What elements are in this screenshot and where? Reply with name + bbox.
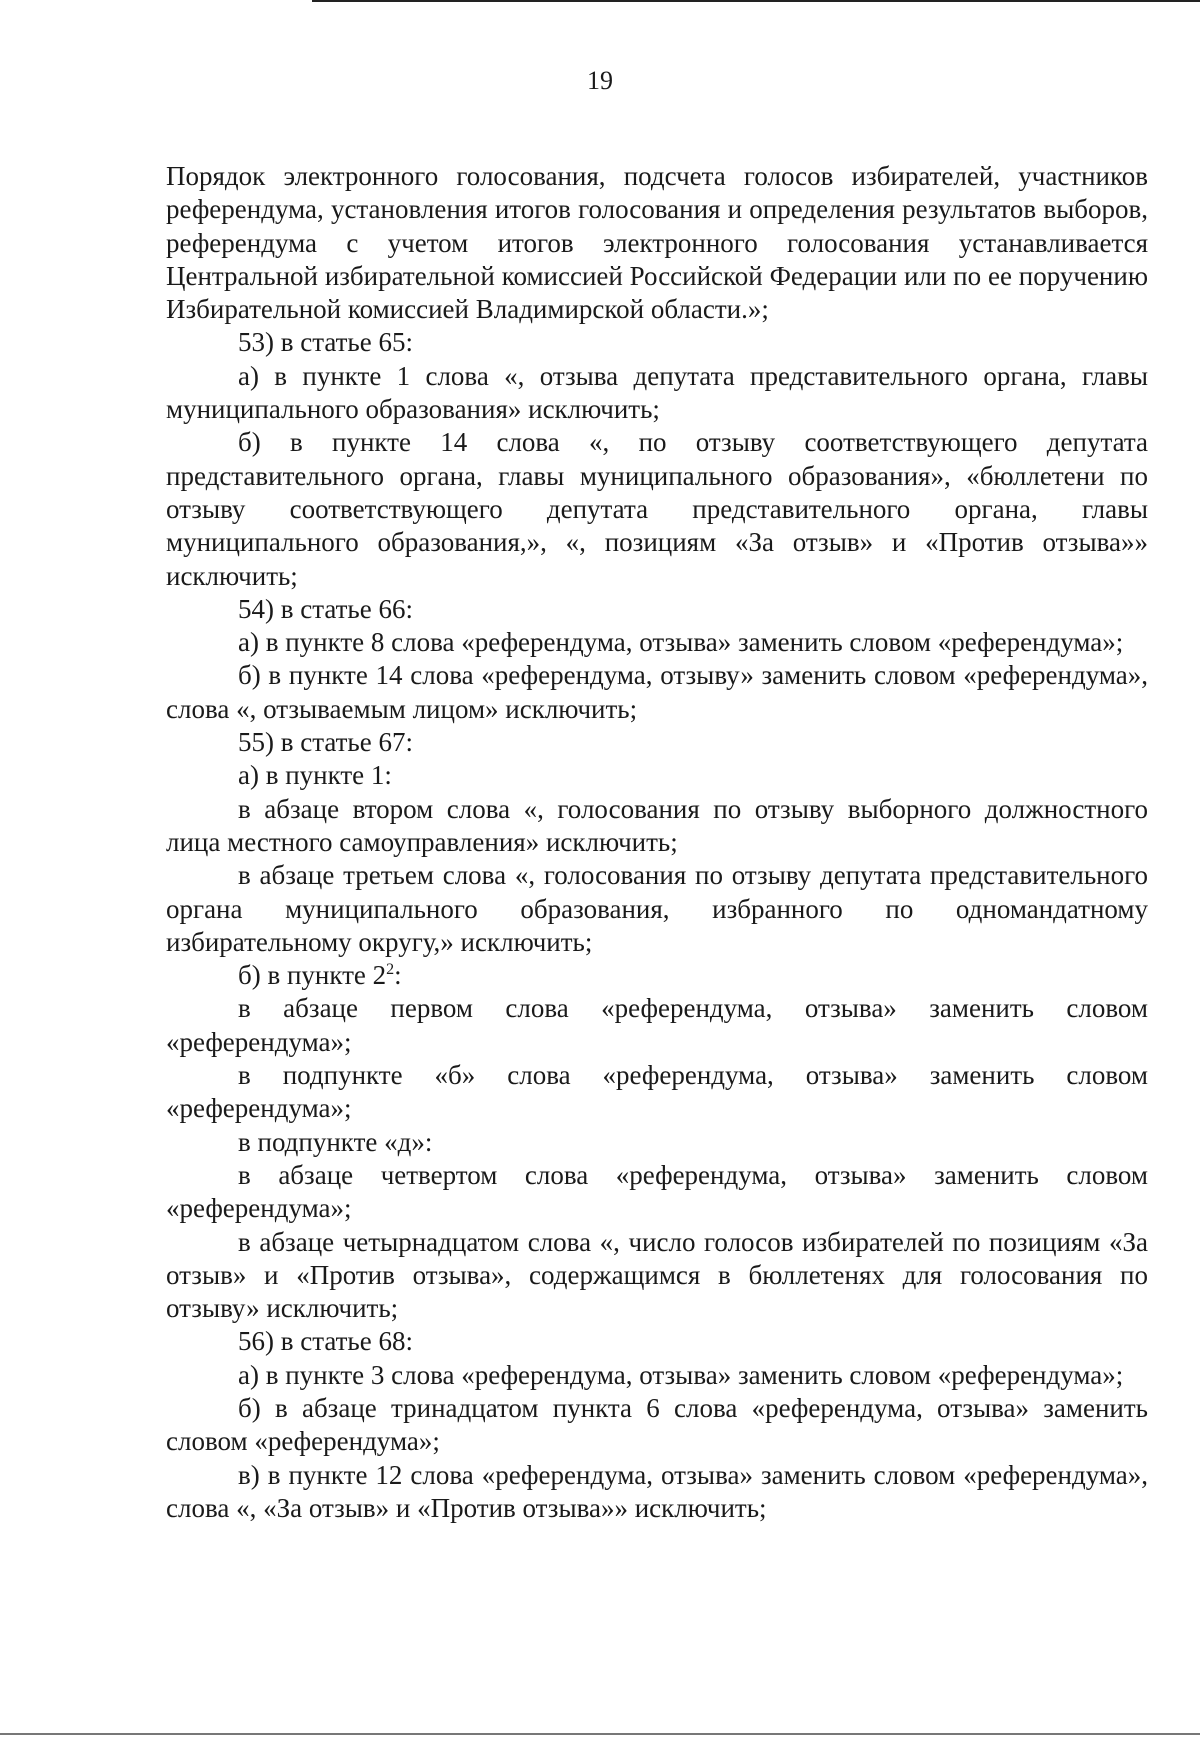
paragraph: в подпункте «б» слова «референдума, отзыва» заменить словом «референдума»; (166, 1060, 1148, 1124)
paragraph: б) в пункте 14 слова «референдума, отзыву» заменить словом «референдума», слова «, отзываемым лицом» исключить; (166, 660, 1148, 724)
paragraph: в) в пункте 12 слова «референдума, отзыва» заменить словом «референдума», слова «, «За отзыв» и «Против отзыва»» исключить; (166, 1459, 1148, 1523)
paragraph: в абзаце первом слова «референдума, отзыва» заменить словом «референдума»; (166, 993, 1148, 1057)
paragraph: а) в пункте 8 слова «референдума, отзыва» заменить словом «референдума»; (238, 627, 1124, 658)
bottom-border-line (0, 1733, 1200, 1735)
paragraph: 53) в статье 65: (238, 327, 413, 358)
paragraph: в абзаце третьем слова «, голосования по отзыву депутата представительного органа муниципального образования, избранного по одномандатному избирательному округу,» исключить; (166, 860, 1148, 957)
document-body (166, 160, 1148, 1525)
paragraph: б) в пункте 14 слова «, по отзыву соответствующего депутата представительного органа, главы муниципального образования», «бюллетени по отзыву соответствующего депутата представительного органа, главы муниципального образования,», «, позициям «За отзыв» и «Против отзыва»» исключить; (166, 427, 1148, 591)
paragraph: 54) в статье 66: (238, 593, 413, 624)
paragraph: в абзаце четырнадцатом слова «, число голосов избирателей по позициям «За отзыв» и «Против отзыва», содержащимся в бюллетенях для голосования по отзыву» исключить; (166, 1226, 1148, 1324)
paragraph: б) в абзаце тринадцатом пункта 6 слова «референдума, отзыва» заменить словом «референдума»; (166, 1392, 1148, 1457)
paragraph: 56) в статье 68: (238, 1326, 413, 1357)
paragraph-tail: : (394, 960, 402, 991)
paragraph-text: б) в пункте 2 (238, 960, 387, 991)
paragraph: в абзаце втором слова «, голосования по отзыву выборного должностного лица местного самоуправления» исключить; (166, 793, 1148, 857)
paragraph: в абзаце четвертом слова «референдума, отзыва» заменить словом «референдума»; (166, 1159, 1148, 1224)
paragraph: а) в пункте 1: (238, 760, 392, 791)
paragraph: в подпункте «д»: (238, 1126, 433, 1157)
paragraph: а) в пункте 1 слова «, отзыва депутата представительного органа, главы муниципального образования» исключить; (166, 360, 1148, 425)
paragraph: Порядок электронного голосования, подсчета голосов избирателей, участников референдума, установления итогов голосования и определения результатов выборов, референдума с учетом итогов электронного голосования устанавливается Центральной избирательной комиссией Российской Федерации или по ее поручению Избирательной комиссией Владимирской области.»; (166, 161, 1148, 325)
paragraph: 55) в статье 67: (238, 727, 413, 758)
superscript: 2 (386, 961, 395, 979)
paragraph: а) в пункте 3 слова «референдума, отзыва» заменить словом «референдума»; (238, 1359, 1124, 1390)
paragraph (166, 959, 1148, 992)
top-border-line (312, 0, 1200, 2)
page-number: 19 (587, 66, 613, 95)
